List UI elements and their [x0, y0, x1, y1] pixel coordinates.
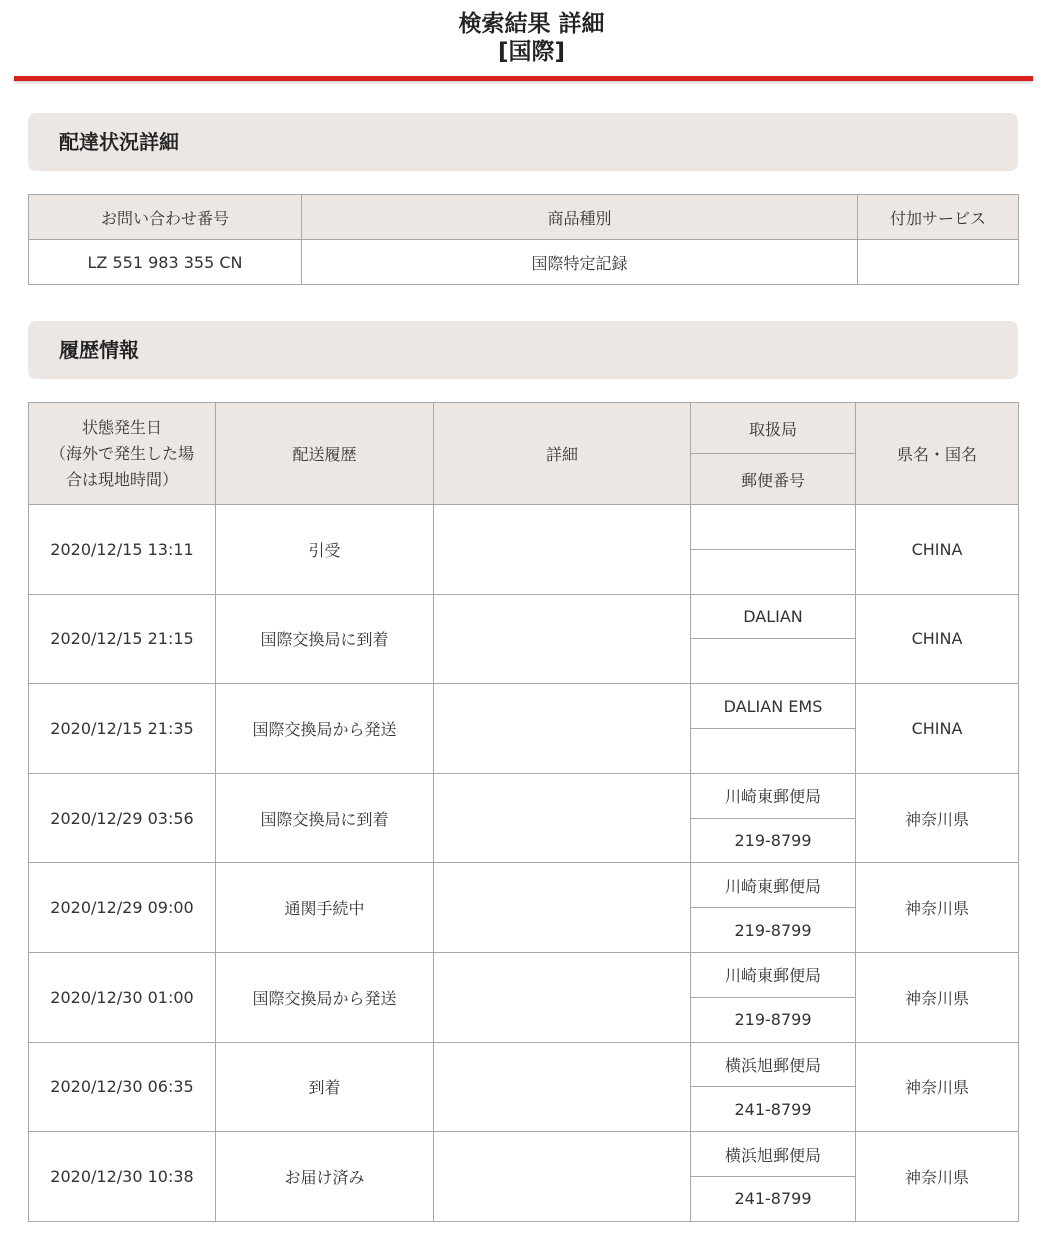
event-status: お届け済み — [216, 1132, 434, 1222]
delivery-summary-table — [28, 194, 1019, 285]
event-postal: 219-8799 — [691, 908, 856, 953]
event-office: 川崎東郵便局 — [691, 773, 856, 818]
event-detail — [434, 594, 691, 684]
event-date: 2020/12/29 09:00 — [29, 863, 216, 953]
column-header-date-line2: （海外で発生した場 — [49, 443, 194, 463]
table-row — [29, 594, 1019, 639]
event-date: 2020/12/30 10:38 — [29, 1132, 216, 1222]
table-row — [29, 240, 1019, 285]
column-header-date-line3: 合は現地時間） — [65, 469, 178, 489]
event-detail — [434, 952, 691, 1042]
event-status: 引受 — [216, 505, 434, 595]
event-status: 国際交換局に到着 — [216, 773, 434, 863]
event-region: 神奈川県 — [856, 863, 1019, 953]
event-region: CHINA — [856, 684, 1019, 774]
table-row — [29, 1042, 1019, 1087]
column-header-extra-service: 付加サービス — [858, 195, 1019, 240]
event-postal: 241-8799 — [691, 1087, 856, 1132]
event-postal: 219-8799 — [691, 818, 856, 863]
event-detail — [434, 1132, 691, 1222]
event-office: DALIAN EMS — [691, 684, 856, 729]
extra-service — [858, 240, 1019, 285]
event-status: 国際交換局から発送 — [216, 684, 434, 774]
column-header-date — [29, 403, 216, 505]
event-detail — [434, 773, 691, 863]
delivery-status-section-header: 配達状況詳細 — [28, 113, 1018, 171]
column-header-date-line1: 状態発生日 — [81, 417, 162, 437]
product-type: 国際特定記録 — [302, 240, 858, 285]
event-status: 国際交換局から発送 — [216, 952, 434, 1042]
event-office — [691, 505, 856, 550]
event-date: 2020/12/15 21:35 — [29, 684, 216, 774]
event-region: 神奈川県 — [856, 1132, 1019, 1222]
table-row — [29, 773, 1019, 818]
table-row — [29, 1132, 1019, 1177]
event-detail — [434, 505, 691, 595]
table-header-row — [29, 195, 1019, 240]
title-divider — [14, 76, 1033, 81]
column-header-product-type: 商品種別 — [302, 195, 858, 240]
column-header-postal: 郵便番号 — [691, 454, 856, 505]
table-row — [29, 505, 1019, 550]
event-date: 2020/12/15 21:15 — [29, 594, 216, 684]
page-title-line1: 検索結果 詳細 — [458, 11, 605, 37]
event-status: 到着 — [216, 1042, 434, 1132]
event-status: 通関手続中 — [216, 863, 434, 953]
tracking-number: LZ 551 983 355 CN — [29, 240, 302, 285]
event-region: 神奈川県 — [856, 773, 1019, 863]
event-region: 神奈川県 — [856, 952, 1019, 1042]
column-header-status: 配送履歴 — [216, 403, 434, 505]
table-row — [29, 684, 1019, 729]
event-date: 2020/12/29 03:56 — [29, 773, 216, 863]
history-section-header: 履歴情報 — [28, 321, 1018, 379]
column-header-detail: 詳細 — [434, 403, 691, 505]
table-row — [29, 952, 1019, 997]
event-status: 国際交換局に到着 — [216, 594, 434, 684]
event-date: 2020/12/30 01:00 — [29, 952, 216, 1042]
event-region: CHINA — [856, 594, 1019, 684]
event-office: 横浜旭郵便局 — [691, 1132, 856, 1177]
event-detail — [434, 863, 691, 953]
event-office: 川崎東郵便局 — [691, 863, 856, 908]
event-detail — [434, 684, 691, 774]
event-postal — [691, 728, 856, 773]
event-region: 神奈川県 — [856, 1042, 1019, 1132]
table-header-row — [29, 403, 1019, 454]
history-table — [28, 402, 1019, 1222]
column-header-office: 取扱局 — [691, 403, 856, 454]
event-postal — [691, 639, 856, 684]
event-region: CHINA — [856, 505, 1019, 595]
event-date: 2020/12/30 06:35 — [29, 1042, 216, 1132]
event-postal: 241-8799 — [691, 1176, 856, 1221]
table-row — [29, 863, 1019, 908]
column-header-region: 県名・国名 — [856, 403, 1019, 505]
event-date: 2020/12/15 13:11 — [29, 505, 216, 595]
page-title — [0, 0, 1063, 74]
event-office: DALIAN — [691, 594, 856, 639]
event-postal — [691, 549, 856, 594]
event-office: 川崎東郵便局 — [691, 952, 856, 997]
column-header-tracking-number: お問い合わせ番号 — [29, 195, 302, 240]
event-office: 横浜旭郵便局 — [691, 1042, 856, 1087]
history-table-body — [29, 505, 1019, 1222]
page-title-line2: [国際] — [497, 39, 566, 65]
event-detail — [434, 1042, 691, 1132]
event-postal: 219-8799 — [691, 997, 856, 1042]
